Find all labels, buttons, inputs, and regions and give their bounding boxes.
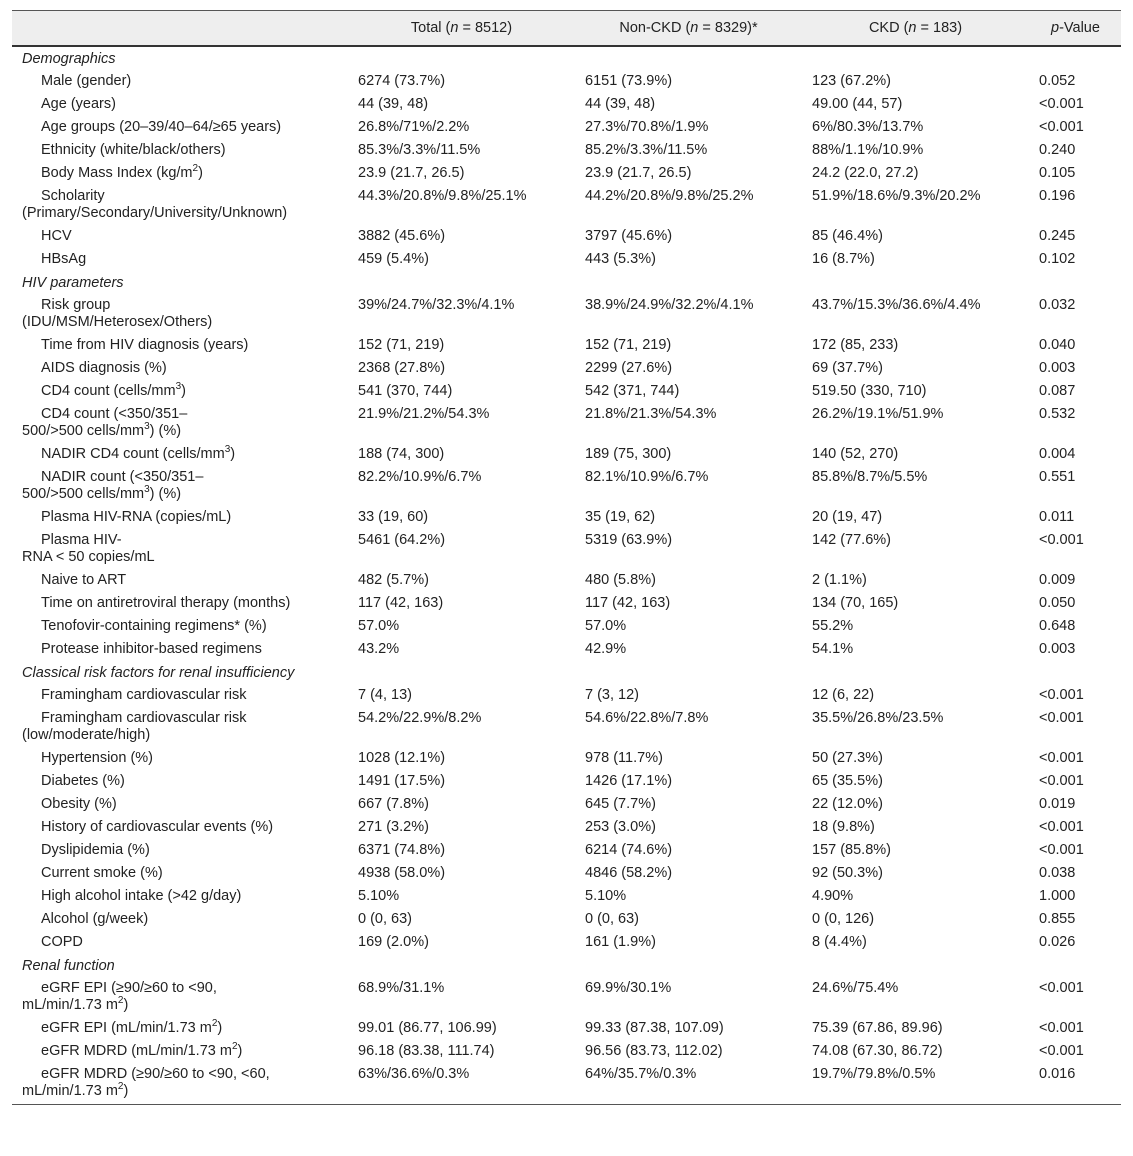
characteristics-table [12, 10, 1121, 1104]
row-label-superscript: 2 [231, 1041, 238, 1053]
cell-p-value: <0.001 [1039, 773, 1084, 789]
row-label-superscript: 3 [224, 444, 231, 456]
cell-ckd: 16 (8.7%) [812, 251, 875, 267]
row-label [12, 977, 348, 1017]
cell-total: 57.0% [358, 618, 400, 634]
table-row [12, 931, 1121, 954]
row-label [12, 1063, 348, 1104]
cell-ckd: 0 (0, 126) [812, 911, 875, 927]
table-row [12, 1063, 1121, 1104]
cell-non-ckd: 6151 (73.9%) [585, 73, 673, 89]
cell-non-ckd: 7 (3, 12) [585, 687, 639, 703]
cell-p-value: <0.001 [1039, 119, 1084, 135]
cell-total: 68.9%/31.1% [358, 980, 445, 996]
cell-non-ckd: 54.6%/22.8%/7.8% [585, 710, 709, 726]
cell-p-value: 0.040 [1039, 337, 1076, 353]
cell-p-value: 0.050 [1039, 595, 1076, 611]
cell-total: 26.8%/71%/2.2% [358, 119, 470, 135]
row-label [12, 839, 348, 862]
table-row [12, 977, 1121, 1017]
cell-p-value: <0.001 [1039, 1043, 1084, 1059]
row-label-text: Plasma HIV- [41, 532, 122, 548]
row-label-text: Obesity (%) [41, 796, 117, 812]
section-title: Renal function [22, 958, 115, 974]
row-label-continuation: (low/moderate/high) [22, 727, 151, 743]
cell-p-value: 0.038 [1039, 865, 1076, 881]
table-row [12, 615, 1121, 638]
cell-p-value: <0.001 [1039, 532, 1084, 548]
row-label-superscript: 3 [144, 421, 150, 433]
cell-non-ckd: 645 (7.7%) [585, 796, 656, 812]
cell-p-value: 1.000 [1039, 888, 1076, 904]
cell-p-value: 0.648 [1039, 618, 1076, 634]
row-label [12, 139, 348, 162]
cell-total: 21.9%/21.2%/54.3% [358, 406, 490, 422]
row-label [12, 684, 348, 707]
row-label-continuation: (Primary/Secondary/University/Unknown) [22, 205, 288, 221]
row-label [12, 885, 348, 908]
table-row [12, 443, 1121, 466]
table-row [12, 529, 1121, 569]
cell-total: 5461 (64.2%) [358, 532, 446, 548]
table-row [12, 93, 1121, 116]
cell-total: 1028 (12.1%) [358, 750, 446, 766]
row-label-text: Naive to ART [41, 572, 127, 588]
row-label-text: NADIR count (<350/351– [41, 469, 204, 485]
row-label [12, 908, 348, 931]
row-label-superscript: 3 [175, 381, 182, 393]
cell-total: 667 (7.8%) [358, 796, 429, 812]
cell-total: 44 (39, 48) [358, 96, 429, 112]
cell-p-value: <0.001 [1039, 687, 1084, 703]
table-row [12, 506, 1121, 529]
table-row [12, 1017, 1121, 1040]
row-label-text: Protease inhibitor-based regimens [41, 641, 262, 657]
table-row [12, 885, 1121, 908]
section-header-row [12, 46, 1121, 70]
cell-p-value: <0.001 [1039, 1020, 1084, 1036]
cell-non-ckd: 978 (11.7%) [585, 750, 663, 766]
row-label-continuation: mL/min/1.73 m [22, 1083, 118, 1099]
cell-p-value: 0.019 [1039, 796, 1076, 812]
table-row [12, 185, 1121, 225]
row-label-text: Ethnicity (white/black/others) [41, 142, 226, 158]
row-label [12, 816, 348, 839]
cell-p-value: <0.001 [1039, 980, 1084, 996]
cell-ckd: 54.1% [812, 641, 854, 657]
cell-total: 117 (42, 163) [358, 595, 444, 611]
row-label-text: Diabetes (%) [41, 773, 125, 789]
cell-ckd: 142 (77.6%) [812, 532, 891, 548]
row-label-text: Plasma HIV-RNA (copies/mL) [41, 509, 232, 525]
row-label [12, 569, 348, 592]
row-label-text: AIDS diagnosis (%) [41, 360, 167, 376]
row-label-continuation: mL/min/1.73 m [22, 997, 118, 1013]
row-label [12, 294, 348, 334]
row-label [12, 931, 348, 954]
cell-total: 23.9 (21.7, 26.5) [358, 165, 465, 181]
row-label [12, 185, 348, 225]
cell-non-ckd: 0 (0, 63) [585, 911, 639, 927]
cell-non-ckd: 64%/35.7%/0.3% [585, 1066, 697, 1082]
row-label-text: NADIR CD4 count (cells/mm [41, 446, 225, 462]
cell-p-value: 0.532 [1039, 406, 1076, 422]
cell-non-ckd: 82.1%/10.9%/6.7% [585, 469, 709, 485]
cell-p-value: <0.001 [1039, 842, 1084, 858]
table-row [12, 793, 1121, 816]
cell-ckd: 50 (27.3%) [812, 750, 883, 766]
row-label-text: HBsAg [41, 251, 87, 267]
cell-p-value: 0.004 [1039, 446, 1076, 462]
cell-non-ckd: 253 (3.0%) [585, 819, 656, 835]
cell-p-value: 0.003 [1039, 360, 1076, 376]
section-header-row [12, 271, 1121, 294]
cell-p-value: 0.105 [1039, 165, 1076, 181]
cell-ckd: 18 (9.8%) [812, 819, 875, 835]
cell-p-value: <0.001 [1039, 96, 1084, 112]
row-label [12, 225, 348, 248]
table-row [12, 162, 1121, 185]
cell-non-ckd: 23.9 (21.7, 26.5) [585, 165, 692, 181]
cell-p-value: 0.009 [1039, 572, 1076, 588]
cell-non-ckd: 542 (371, 744) [585, 383, 680, 399]
section-title: Classical risk factors for renal insufficiency [22, 665, 295, 681]
cell-ckd: 55.2% [812, 618, 854, 634]
row-label [12, 615, 348, 638]
row-label-text: Alcohol (g/week) [41, 911, 149, 927]
row-label [12, 248, 348, 271]
cell-p-value: 0.245 [1039, 228, 1076, 244]
cell-ckd: 20 (19, 47) [812, 509, 883, 525]
cell-non-ckd: 21.8%/21.3%/54.3% [585, 406, 717, 422]
cell-ckd: 12 (6, 22) [812, 687, 875, 703]
cell-ckd: 35.5%/26.8%/23.5% [812, 710, 944, 726]
cell-p-value: 0.855 [1039, 911, 1076, 927]
cell-ckd: 140 (52, 270) [812, 446, 899, 462]
row-label-superscript: 2 [192, 163, 199, 175]
row-label-suffix: ) [237, 1043, 243, 1059]
cell-non-ckd: 57.0% [585, 618, 627, 634]
cell-ckd: 92 (50.3%) [812, 865, 883, 881]
row-label-suffix: ) (%) [149, 486, 182, 502]
cell-ckd: 157 (85.8%) [812, 842, 891, 858]
cell-ckd: 2 (1.1%) [812, 572, 867, 588]
row-label [12, 707, 348, 747]
cell-non-ckd: 480 (5.8%) [585, 572, 656, 588]
row-label-text: Body Mass Index (kg/m [41, 165, 193, 181]
cell-total: 152 (71, 219) [358, 337, 445, 353]
cell-ckd: 8 (4.4%) [812, 934, 867, 950]
table-row [12, 380, 1121, 403]
table-container [12, 10, 1121, 1105]
row-label-superscript: 3 [144, 484, 150, 496]
cell-total: 3882 (45.6%) [358, 228, 446, 244]
cell-ckd: 519.50 (330, 710) [812, 383, 927, 399]
cell-p-value: 0.003 [1039, 641, 1076, 657]
cell-non-ckd: 69.9%/30.1% [585, 980, 672, 996]
cell-ckd: 85 (46.4%) [812, 228, 883, 244]
cell-non-ckd: 117 (42, 163) [585, 595, 671, 611]
row-label-suffix: ) [217, 1020, 223, 1036]
row-label [12, 793, 348, 816]
row-label-text: Age groups (20–39/40–64/≥65 years) [41, 119, 282, 135]
cell-ckd: 65 (35.5%) [812, 773, 883, 789]
cell-total: 85.3%/3.3%/11.5% [358, 142, 481, 158]
cell-non-ckd: 42.9% [585, 641, 627, 657]
row-label-text: eGFR MDRD (mL/min/1.73 m [41, 1043, 232, 1059]
row-label-text: Hypertension (%) [41, 750, 154, 766]
row-label-continuation: (IDU/MSM/Heterosex/Others) [22, 314, 213, 330]
row-label-text: Age (years) [41, 96, 116, 112]
row-label-suffix: ) [123, 997, 129, 1013]
cell-non-ckd: 6214 (74.6%) [585, 842, 673, 858]
table-row [12, 294, 1121, 334]
row-label-superscript: 2 [117, 1081, 124, 1093]
cell-non-ckd: 99.33 (87.38, 107.09) [585, 1020, 724, 1036]
cell-total: 1491 (17.5%) [358, 773, 446, 789]
cell-total: 169 (2.0%) [358, 934, 429, 950]
cell-non-ckd: 44.2%/20.8%/9.8%/25.2% [585, 188, 754, 204]
table-row [12, 908, 1121, 931]
table-row [12, 357, 1121, 380]
cell-ckd: 6%/80.3%/13.7% [812, 119, 924, 135]
cell-ckd: 85.8%/8.7%/5.5% [812, 469, 928, 485]
cell-total: 188 (74, 300) [358, 446, 445, 462]
bottom-rule [12, 1104, 1121, 1105]
cell-total: 482 (5.7%) [358, 572, 429, 588]
row-label-text: eGFR EPI (mL/min/1.73 m [41, 1020, 212, 1036]
cell-total: 5.10% [358, 888, 400, 904]
cell-total: 39%/24.7%/32.3%/4.1% [358, 297, 515, 313]
row-label-suffix: ) [181, 383, 186, 399]
table-row [12, 334, 1121, 357]
cell-p-value: 0.102 [1039, 251, 1076, 267]
header-label-col [12, 11, 348, 47]
cell-ckd: 49.00 (44, 57) [812, 96, 903, 112]
row-label [12, 638, 348, 661]
cell-total: 99.01 (86.77, 106.99) [358, 1020, 497, 1036]
header-non-ckd: Non-CKD (n = 8329)* [575, 11, 802, 47]
cell-non-ckd: 1426 (17.1%) [585, 773, 673, 789]
row-label-continuation: 500/>500 cells/mm [22, 423, 145, 439]
table-row [12, 403, 1121, 443]
cell-ckd: 75.39 (67.86, 89.96) [812, 1020, 943, 1036]
cell-non-ckd: 4846 (58.2%) [585, 865, 673, 881]
row-label-text: Risk group [41, 297, 111, 313]
table-row [12, 116, 1121, 139]
row-label [12, 380, 348, 403]
row-label [12, 403, 348, 443]
row-label-continuation: 500/>500 cells/mm [22, 486, 145, 502]
cell-ckd: 74.08 (67.30, 86.72) [812, 1043, 943, 1059]
cell-total: 54.2%/22.9%/8.2% [358, 710, 482, 726]
cell-total: 459 (5.4%) [358, 251, 429, 267]
row-label-superscript: 2 [117, 995, 124, 1007]
cell-total: 82.2%/10.9%/6.7% [358, 469, 482, 485]
cell-total: 96.18 (83.38, 111.74) [358, 1043, 495, 1059]
cell-p-value: 0.016 [1039, 1066, 1076, 1082]
cell-ckd: 51.9%/18.6%/9.3%/20.2% [812, 188, 981, 204]
row-label-continuation: RNA < 50 copies/mL [22, 549, 155, 565]
row-label-text: Tenofovir-containing regimens* (%) [41, 618, 267, 634]
table-row [12, 1040, 1121, 1063]
cell-p-value: 0.551 [1039, 469, 1076, 485]
row-label [12, 93, 348, 116]
cell-p-value: 0.052 [1039, 73, 1076, 89]
cell-total: 7 (4, 13) [358, 687, 412, 703]
section-title: HIV parameters [22, 275, 124, 291]
table-row [12, 638, 1121, 661]
row-label [12, 466, 348, 506]
cell-ckd: 19.7%/79.8%/0.5% [812, 1066, 936, 1082]
row-label [12, 116, 348, 139]
row-label [12, 357, 348, 380]
row-label-suffix: ) [123, 1083, 129, 1099]
cell-p-value: <0.001 [1039, 750, 1084, 766]
row-label [12, 162, 348, 185]
cell-total: 33 (19, 60) [358, 509, 429, 525]
row-label-text: Dyslipidemia (%) [41, 842, 150, 858]
cell-ckd: 24.2 (22.0, 27.2) [812, 165, 919, 181]
row-label [12, 506, 348, 529]
section-header-row [12, 954, 1121, 977]
cell-ckd: 69 (37.7%) [812, 360, 883, 376]
cell-non-ckd: 27.3%/70.8%/1.9% [585, 119, 709, 135]
table-row [12, 839, 1121, 862]
cell-non-ckd: 5.10% [585, 888, 627, 904]
row-label [12, 1017, 348, 1040]
cell-p-value: 0.026 [1039, 934, 1076, 950]
cell-non-ckd: 38.9%/24.9%/32.2%/4.1% [585, 297, 754, 313]
cell-p-value: <0.001 [1039, 710, 1084, 726]
cell-total: 271 (3.2%) [358, 819, 429, 835]
row-label-suffix: ) [230, 446, 236, 462]
table-row [12, 70, 1121, 93]
table-row [12, 592, 1121, 615]
cell-ckd: 24.6%/75.4% [812, 980, 899, 996]
cell-p-value: 0.011 [1039, 509, 1075, 525]
cell-total: 6371 (74.8%) [358, 842, 446, 858]
row-label-superscript: 2 [211, 1018, 218, 1030]
cell-non-ckd: 189 (75, 300) [585, 446, 672, 462]
cell-p-value: <0.001 [1039, 819, 1084, 835]
row-label-text: eGFR MDRD (≥90/≥60 to <90, <60, [41, 1066, 270, 1082]
row-label-text: High alcohol intake (>42 g/day) [41, 888, 242, 904]
header-row [12, 11, 1121, 47]
table-row [12, 569, 1121, 592]
cell-ckd: 88%/1.1%/10.9% [812, 142, 924, 158]
cell-total: 43.2% [358, 641, 400, 657]
section-header-row [12, 661, 1121, 684]
cell-non-ckd: 5319 (63.9%) [585, 532, 673, 548]
cell-total: 6274 (73.7%) [358, 73, 446, 89]
row-label-text: Framingham cardiovascular risk [41, 687, 247, 703]
header-total: Total (n = 8512) [348, 11, 575, 47]
cell-total: 0 (0, 63) [358, 911, 412, 927]
row-label-text: CD4 count (cells/mm [41, 383, 176, 399]
cell-ckd: 4.90% [812, 888, 854, 904]
table-body [12, 46, 1121, 1104]
cell-p-value: 0.087 [1039, 383, 1076, 399]
cell-total: 541 (370, 744) [358, 383, 453, 399]
row-label-text: Current smoke (%) [41, 865, 163, 881]
table-row [12, 770, 1121, 793]
table-row [12, 139, 1121, 162]
row-label [12, 1040, 348, 1063]
row-label-text: History of cardiovascular events (%) [41, 819, 274, 835]
row-label-text: Framingham cardiovascular risk [41, 710, 247, 726]
row-label-text: CD4 count (<350/351– [41, 406, 188, 422]
cell-total: 44.3%/20.8%/9.8%/25.1% [358, 188, 527, 204]
table-row [12, 816, 1121, 839]
row-label-text: eGRF EPI (≥90/≥60 to <90, [41, 980, 217, 996]
row-label-text: HCV [41, 228, 72, 244]
cell-non-ckd: 2299 (27.6%) [585, 360, 673, 376]
table-row [12, 225, 1121, 248]
row-label-suffix: ) [198, 165, 203, 181]
cell-non-ckd: 152 (71, 219) [585, 337, 672, 353]
cell-total: 2368 (27.8%) [358, 360, 446, 376]
cell-non-ckd: 44 (39, 48) [585, 96, 656, 112]
row-label-text: Male (gender) [41, 73, 132, 89]
table-row [12, 707, 1121, 747]
table-row [12, 684, 1121, 707]
row-label [12, 529, 348, 569]
cell-ckd: 123 (67.2%) [812, 73, 891, 89]
cell-ckd: 43.7%/15.3%/36.6%/4.4% [812, 297, 981, 313]
cell-non-ckd: 85.2%/3.3%/11.5% [585, 142, 708, 158]
header-ckd: CKD (n = 183) [802, 11, 1029, 47]
cell-p-value: 0.240 [1039, 142, 1076, 158]
section-title: Demographics [22, 51, 116, 67]
cell-total: 63%/36.6%/0.3% [358, 1066, 470, 1082]
cell-non-ckd: 35 (19, 62) [585, 509, 656, 525]
cell-ckd: 134 (70, 165) [812, 595, 899, 611]
cell-p-value: 0.196 [1039, 188, 1076, 204]
row-label-suffix: ) (%) [149, 423, 182, 439]
cell-non-ckd: 443 (5.3%) [585, 251, 656, 267]
cell-non-ckd: 161 (1.9%) [585, 934, 656, 950]
row-label-text: Time on antiretroviral therapy (months) [41, 595, 291, 611]
row-label [12, 443, 348, 466]
cell-ckd: 172 (85, 233) [812, 337, 899, 353]
cell-p-value: 0.032 [1039, 297, 1076, 313]
row-label [12, 747, 348, 770]
row-label-text: Time from HIV diagnosis (years) [41, 337, 249, 353]
row-label [12, 334, 348, 357]
cell-non-ckd: 3797 (45.6%) [585, 228, 673, 244]
header-p-value: p-Value [1029, 11, 1121, 47]
row-label [12, 70, 348, 93]
row-label [12, 592, 348, 615]
table-row [12, 862, 1121, 885]
row-label [12, 862, 348, 885]
cell-non-ckd: 96.56 (83.73, 112.02) [585, 1043, 723, 1059]
table-row [12, 248, 1121, 271]
row-label-text: Scholarity [41, 188, 105, 204]
cell-total: 4938 (58.0%) [358, 865, 446, 881]
row-label [12, 770, 348, 793]
table-row [12, 747, 1121, 770]
cell-ckd: 26.2%/19.1%/51.9% [812, 406, 944, 422]
cell-ckd: 22 (12.0%) [812, 796, 883, 812]
table-row [12, 466, 1121, 506]
row-label-text: COPD [41, 934, 83, 950]
